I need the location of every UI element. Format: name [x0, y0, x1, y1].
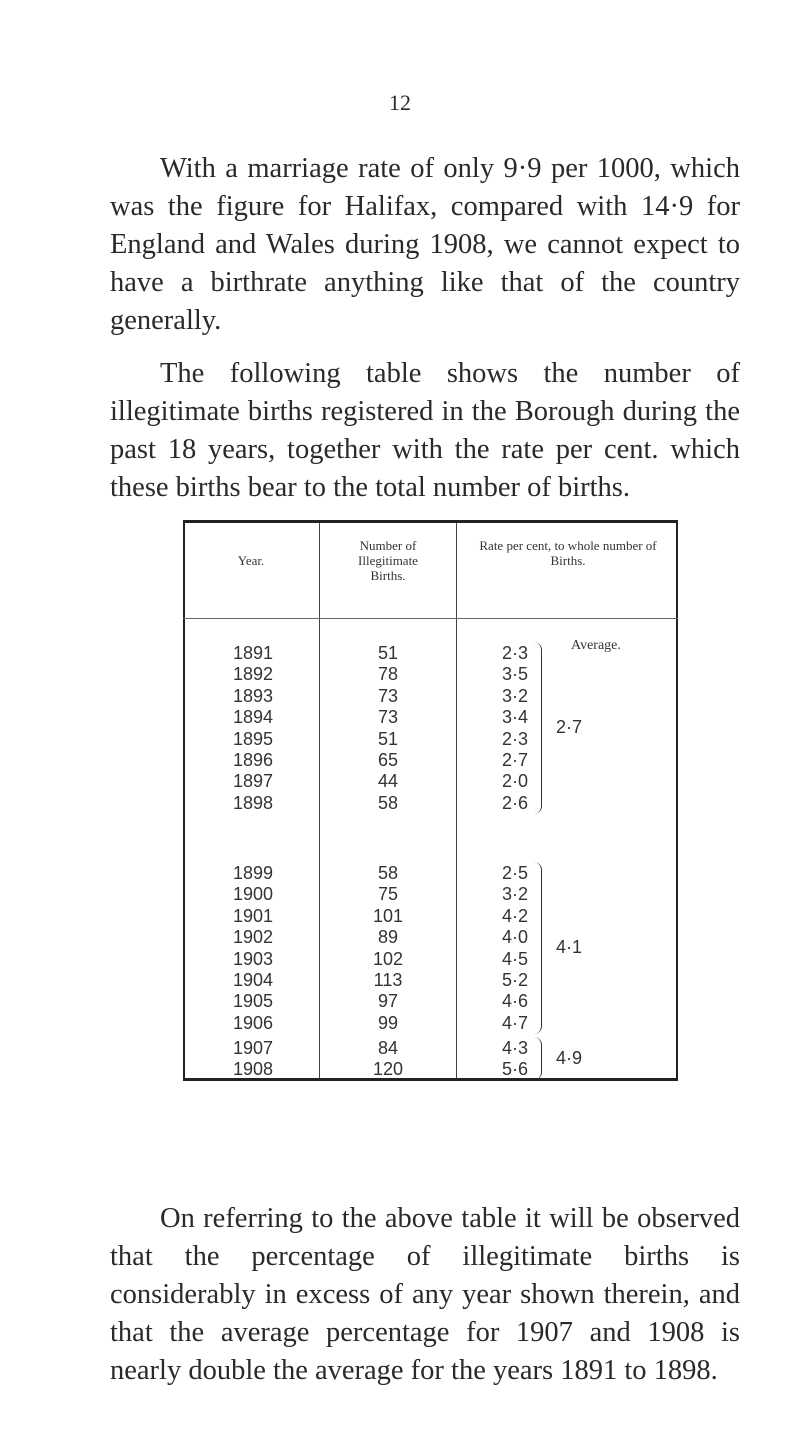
illegitimate-births-table: [183, 520, 678, 1081]
births-count-cell: 101: [372, 905, 404, 926]
table-left-border: [183, 523, 185, 1078]
births-count-cell: 73: [377, 707, 399, 728]
header-rate-per-cent: Rate per cent, to whole number of Births.: [479, 538, 657, 568]
year-cell: 1891: [232, 643, 274, 663]
group-brace: [533, 642, 542, 814]
year-cell: 1893: [232, 685, 274, 706]
rate-cell: 4·6: [501, 991, 528, 1012]
year-cell: 1896: [232, 750, 274, 770]
year-cell: 1904: [232, 970, 274, 990]
paragraph-marriage-rate: With a marriage rate of only 9·9 per 1000, which was the figure for Halifax, compared with 14·9 for England and Wales during 1908, we cannot expect to have a birthrate anything like that of the country generally.: [110, 153, 740, 336]
births-count-cell: 58: [377, 792, 399, 813]
births-count-cell: 97: [377, 991, 399, 1012]
rate-cell: 5·6: [501, 1059, 528, 1080]
year-cell: 1899: [232, 863, 274, 883]
births-count-cell: 84: [377, 1038, 399, 1058]
year-cell: 1905: [232, 991, 274, 1012]
column-divider: [319, 523, 320, 1078]
rate-cell: 3·2: [501, 685, 528, 706]
group-brace: [533, 862, 542, 1034]
births-count-cell: 51: [377, 643, 399, 663]
rate-cell: 3·2: [501, 884, 528, 905]
year-cell: 1902: [232, 927, 274, 948]
year-cell: 1901: [232, 905, 274, 926]
header-illegitimate-births: Number of Illegitimate Births.: [358, 538, 418, 583]
header-year: Year.: [237, 553, 265, 568]
group-average: 4·1: [556, 936, 583, 957]
births-count-cell: 44: [377, 771, 399, 792]
births-count-cell: 89: [377, 927, 399, 948]
group-average: 2·7: [556, 716, 583, 737]
rate-cell: 3·5: [501, 664, 528, 685]
column-divider: [456, 523, 457, 1078]
births-count-cell: 75: [377, 884, 399, 905]
rate-cell: 2·5: [501, 863, 528, 883]
year-cell: 1907: [232, 1038, 274, 1058]
table-right-border: [676, 523, 678, 1078]
rate-cell: 4·7: [501, 1012, 528, 1033]
rate-cell: 4·5: [501, 948, 528, 969]
births-count-cell: 51: [377, 728, 399, 749]
header-rule: [183, 618, 678, 619]
average-label: Average.: [571, 638, 621, 653]
rate-cell: 4·0: [501, 927, 528, 948]
year-cell: 1898: [232, 792, 274, 813]
rate-cell: 4·2: [501, 905, 528, 926]
year-cell: 1894: [232, 707, 274, 728]
year-cell: 1900: [232, 884, 274, 905]
page-number: 12: [389, 90, 411, 115]
births-count-cell: 73: [377, 685, 399, 706]
rate-cell: 4·3: [501, 1038, 528, 1058]
year-cell: 1895: [232, 728, 274, 749]
rate-cell: 2·6: [501, 792, 528, 813]
births-count-cell: 65: [377, 750, 399, 770]
rate-cell: 5·2: [501, 970, 528, 990]
rate-cell: 2·3: [501, 728, 528, 749]
year-cell: 1892: [232, 664, 274, 685]
rate-cell: 2·3: [501, 643, 528, 663]
rate-cell: 2·0: [501, 771, 528, 792]
births-count-cell: 78: [377, 664, 399, 685]
paragraph-conclusion: On referring to the above table it will be observed that the percentage of illegitimate births is considerably in excess of any year shown therein, and that the average percentage for 1907 and 1908 is nearly double the average for the years 1891 to 1898.: [110, 1203, 740, 1386]
rate-cell: 3·4: [501, 707, 528, 728]
births-count-cell: 58: [377, 863, 399, 883]
year-cell: 1908: [232, 1059, 274, 1080]
group-average: 4·9: [556, 1047, 583, 1068]
births-count-cell: 120: [372, 1059, 404, 1080]
births-count-cell: 99: [377, 1012, 399, 1033]
births-count-cell: 113: [373, 970, 403, 990]
year-cell: 1897: [232, 771, 274, 792]
rate-cell: 2·7: [501, 750, 528, 770]
births-count-cell: 102: [372, 948, 404, 969]
paragraph-table-intro: The following table shows the number of illegitimate births registered in the Borough during the past 18 years, together with the rate per cent. which these births bear to the total number of births.: [110, 358, 740, 503]
year-cell: 1903: [232, 948, 274, 969]
year-cell: 1906: [232, 1012, 274, 1033]
group-brace: [533, 1037, 542, 1080]
